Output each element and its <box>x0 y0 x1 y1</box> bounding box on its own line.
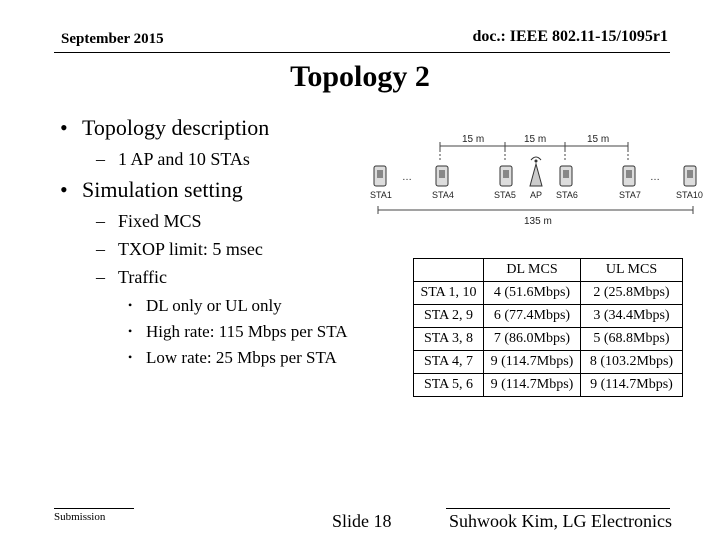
label-sta7: STA7 <box>619 190 641 200</box>
table-cell: 9 (114.7Mbps) <box>484 351 581 374</box>
header-date: September 2015 <box>61 31 164 47</box>
sta-device-icon <box>560 166 572 186</box>
sta-device-icon <box>684 166 696 186</box>
traffic-item-high-rate: • High rate: 115 Mbps per STA <box>128 322 348 341</box>
bullet-dot-icon: • <box>60 115 68 140</box>
footer-rule-left <box>54 508 134 509</box>
sub-bullet-mcs: – Fixed MCS <box>96 211 202 231</box>
footer-rule-right <box>446 508 670 509</box>
traffic-item-dl-ul: • DL only or UL only <box>128 296 282 315</box>
header-doc-id: doc.: IEEE 802.11-15/1095r1 <box>472 28 668 45</box>
sta-device-icon <box>436 166 448 186</box>
ellipsis-right: … <box>650 172 660 183</box>
table-cell: 9 (114.7Mbps) <box>484 374 581 397</box>
table-header-cell: DL MCS <box>484 259 581 282</box>
dim-total: 135 m <box>524 216 552 227</box>
table-cell: STA 1, 10 <box>414 282 484 305</box>
dim-label-3: 15 m <box>587 134 610 145</box>
table-cell: 5 (68.8Mbps) <box>581 328 683 351</box>
table-row <box>414 305 683 328</box>
footer-submission: Submission <box>54 511 106 523</box>
label-sta1: STA1 <box>370 190 392 200</box>
sub-bullet-ap-stas: – 1 AP and 10 STAs <box>96 149 250 169</box>
dimension-bottom <box>378 206 693 214</box>
header-rule <box>54 52 670 53</box>
ellipsis-left: … <box>402 172 412 183</box>
slide-title: Topology 2 <box>290 60 430 93</box>
mcs-table <box>413 258 683 397</box>
bullet-dot-icon: • <box>128 324 133 338</box>
sta-device-icon <box>374 166 386 186</box>
dash-icon: – <box>96 239 105 259</box>
dash-icon: – <box>96 211 105 231</box>
bullet-simulation-text: Simulation setting <box>82 177 243 202</box>
table-header-row <box>414 259 683 282</box>
sta-device-icon <box>500 166 512 186</box>
bullet-dot-icon: • <box>128 350 133 364</box>
dim-label-2: 15 m <box>524 134 547 145</box>
bullet-topology-text: Topology description <box>82 115 270 140</box>
table-cell: STA 5, 6 <box>414 374 484 397</box>
bullet-topology <box>60 115 269 141</box>
table-cell: 6 (77.4Mbps) <box>484 305 581 328</box>
table-header-cell: UL MCS <box>581 259 683 282</box>
table-cell: 3 (34.4Mbps) <box>581 305 683 328</box>
dim-label-1: 15 m <box>462 134 485 145</box>
table-cell: 4 (51.6Mbps) <box>484 282 581 305</box>
label-sta4: STA4 <box>432 190 454 200</box>
table-row <box>414 328 683 351</box>
traffic-item-low-rate: • Low rate: 25 Mbps per STA <box>128 348 337 367</box>
sub-bullet-traffic: – Traffic <box>96 267 167 287</box>
table-cell: STA 4, 7 <box>414 351 484 374</box>
table-row <box>414 282 683 305</box>
label-ap: AP <box>530 190 543 200</box>
ap-antenna-icon <box>530 157 542 186</box>
bullet-dot-icon: • <box>60 177 68 202</box>
table-cell: 7 (86.0Mbps) <box>484 328 581 351</box>
sta-device-icon <box>623 166 635 186</box>
table-cell: 9 (114.7Mbps) <box>581 374 683 397</box>
label-sta6: STA6 <box>556 190 578 200</box>
table-cell: STA 2, 9 <box>414 305 484 328</box>
label-sta10: STA10 <box>676 190 703 200</box>
dash-icon: – <box>96 149 105 169</box>
bullet-dot-icon: • <box>128 298 133 312</box>
topology-diagram <box>360 128 710 232</box>
table-cell: STA 3, 8 <box>414 328 484 351</box>
table-cell: 2 (25.8Mbps) <box>581 282 683 305</box>
table-cell: 8 (103.2Mbps) <box>581 351 683 374</box>
table-row <box>414 351 683 374</box>
table-header-cell <box>414 259 484 282</box>
bullet-simulation <box>60 177 243 203</box>
sub-bullet-txop: – TXOP limit: 5 msec <box>96 239 263 259</box>
dash-icon: – <box>96 267 105 287</box>
label-sta5: STA5 <box>494 190 516 200</box>
footer-author: Suhwook Kim, LG Electronics <box>449 511 672 531</box>
table-row <box>414 374 683 397</box>
footer-slide-number: Slide 18 <box>332 511 392 531</box>
